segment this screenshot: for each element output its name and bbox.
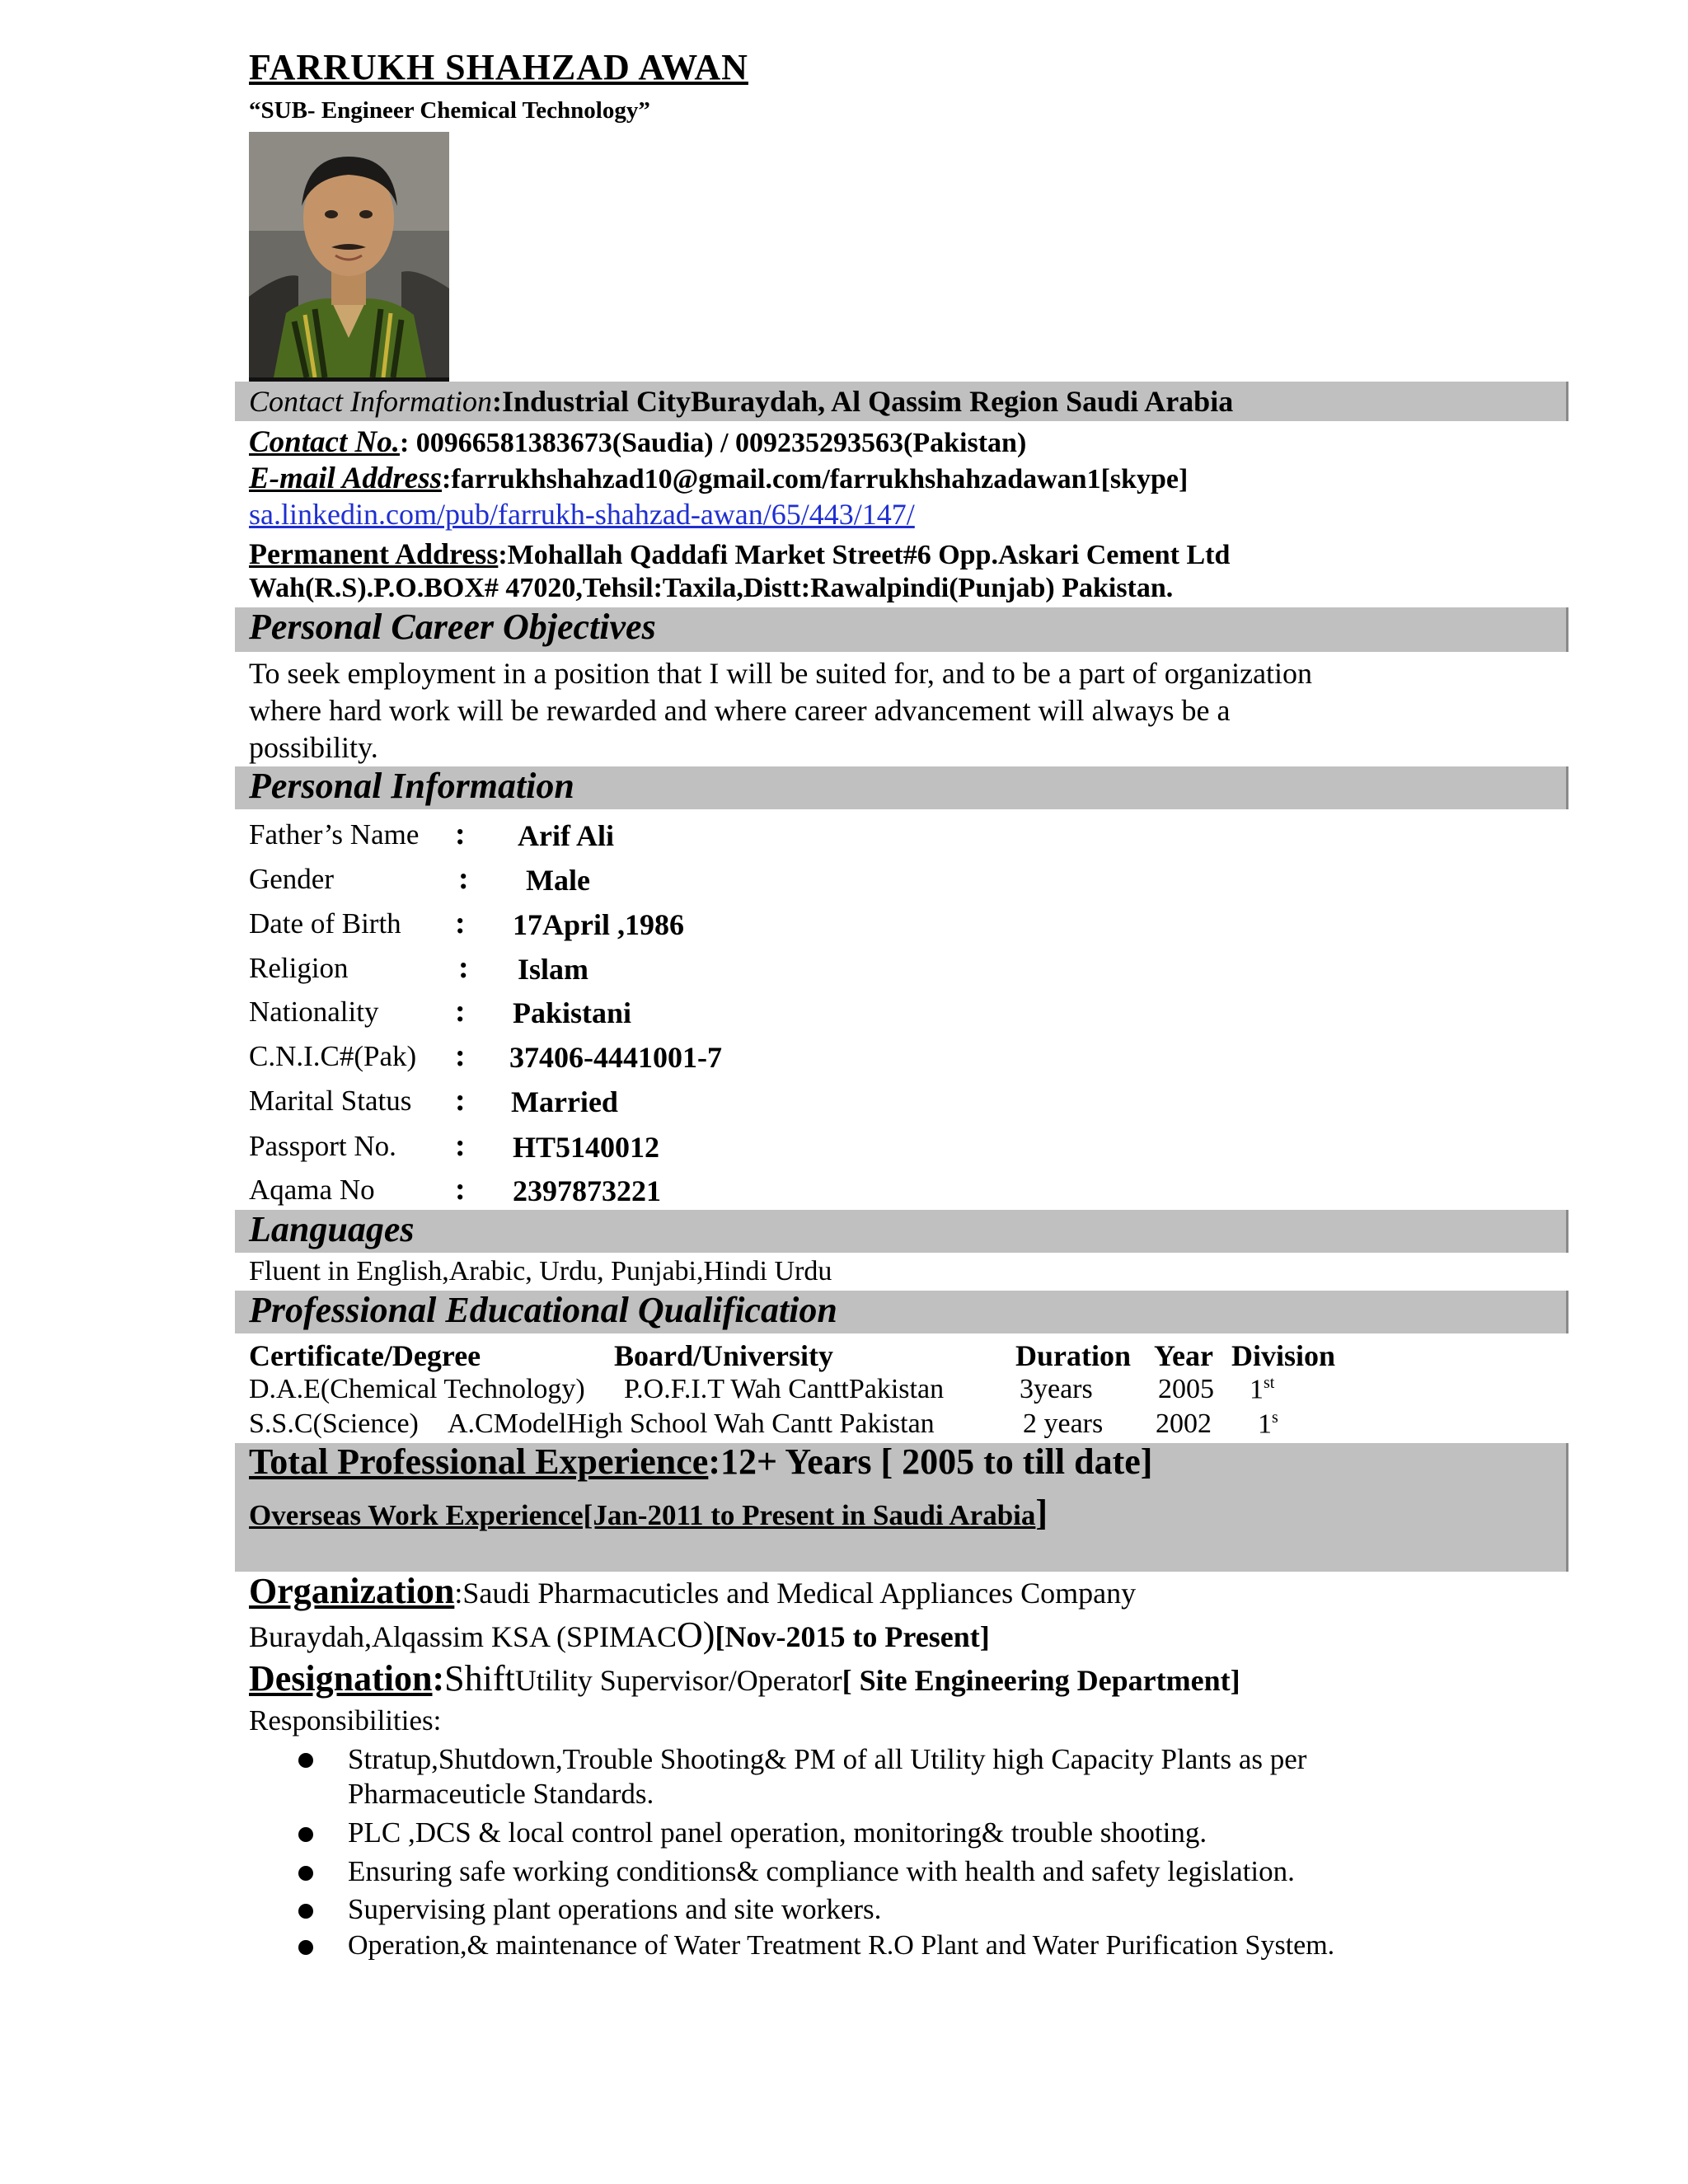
header-division: Division bbox=[1231, 1339, 1336, 1372]
candidate-title: “SUB- Engineer Chemical Technology” bbox=[249, 97, 650, 124]
certificate-cell: S.S.C(Science) bbox=[249, 1408, 419, 1439]
bullet-icon bbox=[298, 1753, 313, 1768]
contact-info-label: Contact Information bbox=[249, 385, 492, 418]
responsibility-text: Stratup,Shutdown,Trouble Shooting& PM of all Utility high Capacity Plants as per Pharmaceuticle Standards. bbox=[348, 1743, 1307, 1810]
personal-label: Religion bbox=[249, 952, 349, 984]
organization-abbrev-end: O) bbox=[677, 1615, 715, 1655]
bullet-icon bbox=[298, 1866, 313, 1881]
personal-value: Islam bbox=[518, 953, 589, 986]
personal-label: Nationality bbox=[249, 996, 379, 1028]
board-cell: P.O.F.I.T Wah CanttPakistan bbox=[624, 1374, 945, 1404]
personal-colon: : bbox=[458, 950, 469, 985]
objective-line-1: To seek employment in a position that I will be suited for, and to be a part of organization bbox=[249, 657, 1313, 690]
designation-department: [ Site Engineering Department] bbox=[842, 1664, 1240, 1697]
bullet-icon bbox=[298, 1940, 313, 1955]
division-suffix: st bbox=[1264, 1374, 1275, 1392]
organization-location bbox=[249, 1614, 990, 1656]
overseas-bracket: ] bbox=[1035, 1493, 1048, 1533]
organization-line bbox=[249, 1570, 1136, 1612]
header-certificate: Certificate/Degree bbox=[249, 1339, 481, 1372]
personal-colon: : bbox=[455, 1172, 466, 1207]
division-suffix: s bbox=[1272, 1408, 1278, 1427]
address-label: Permanent Address bbox=[249, 537, 499, 570]
objectives-heading: Personal Career Objectives bbox=[249, 607, 656, 647]
designation-line bbox=[249, 1657, 1240, 1699]
bullet-icon bbox=[298, 1827, 313, 1842]
profile-photo bbox=[249, 132, 449, 382]
division-cell bbox=[1250, 1374, 1274, 1405]
personal-label: C.N.I.C#(Pak) bbox=[249, 1040, 417, 1072]
email-value: :farrukhshahzad10@gmail.com/farrukhshahzadawan1[skype] bbox=[442, 464, 1189, 494]
personal-label: Aqama No bbox=[249, 1174, 375, 1206]
personal-value: HT5140012 bbox=[513, 1131, 660, 1164]
personal-value: Married bbox=[511, 1085, 618, 1118]
contact-number bbox=[249, 424, 1026, 460]
duration-cell: 2 years bbox=[1023, 1408, 1104, 1439]
year-cell: 2002 bbox=[1156, 1408, 1212, 1439]
languages-section-bar bbox=[235, 1210, 1568, 1253]
email-label: E-mail Address bbox=[249, 462, 443, 495]
organization-name: :Saudi Pharmacuticles and Medical Appliances Company bbox=[454, 1577, 1137, 1610]
division-value: 1 bbox=[1258, 1408, 1272, 1440]
personal-value: Pakistani bbox=[513, 996, 632, 1029]
email-address bbox=[249, 461, 1188, 496]
duration-cell: 3years bbox=[1020, 1374, 1093, 1404]
personal-value: 2397873221 bbox=[513, 1174, 661, 1207]
certificate-cell: D.A.E(Chemical Technology) bbox=[249, 1374, 585, 1404]
personal-colon: : bbox=[455, 1038, 466, 1073]
address-line-1: :Mohallah Qaddafi Market Street#6 Opp.Askari Cement Ltd bbox=[498, 540, 1231, 570]
personal-value: Male bbox=[526, 864, 590, 897]
designation-colon: : bbox=[432, 1658, 445, 1699]
permanent-address bbox=[249, 537, 1230, 571]
responsibility-text: Supervising plant operations and site workers. bbox=[348, 1893, 882, 1925]
contact-info-value: :Industrial CityBuraydah, Al Qassim Region Saudi Arabia bbox=[492, 385, 1234, 418]
personal-value: 37406-4441001-7 bbox=[509, 1041, 722, 1074]
objective-line-3: possibility. bbox=[249, 731, 378, 764]
objective-line-2: where hard work will be rewarded and where career advancement will always be a bbox=[249, 694, 1231, 727]
header-duration: Duration bbox=[1015, 1339, 1132, 1372]
year-cell: 2005 bbox=[1158, 1374, 1214, 1404]
personal-label: Marital Status bbox=[249, 1085, 412, 1117]
responsibility-text: Operation,& maintenance of Water Treatment R.O Plant and Water Purification System. bbox=[348, 1930, 1335, 1961]
header-board: Board/University bbox=[614, 1339, 833, 1372]
total-experience-label: Total Professional Experience bbox=[249, 1441, 709, 1482]
total-experience-value: :12+ Years [ 2005 to till date] bbox=[708, 1441, 1153, 1482]
responsibilities-heading: Responsibilities: bbox=[249, 1704, 442, 1736]
candidate-name: FARRUKH SHAHZAD AWAN bbox=[249, 47, 748, 87]
designation-label: Designation bbox=[249, 1658, 433, 1699]
personal-value: Arif Ali bbox=[518, 819, 614, 852]
languages-text: Fluent in English,Arabic, Urdu, Punjabi,Hindi Urdu bbox=[249, 1256, 832, 1286]
address-line-2: Wah(R.S).P.O.BOX# 47020,Tehsil:Taxila,Distt:Rawalpindi(Punjab) Pakistan. bbox=[249, 573, 1174, 603]
languages-heading: Languages bbox=[249, 1209, 415, 1249]
overseas-experience bbox=[249, 1492, 1048, 1534]
organization-label: Organization bbox=[249, 1571, 455, 1611]
personal-label: Passport No. bbox=[249, 1130, 396, 1162]
organization-city: Buraydah,Alqassim KSA (SPIMAC bbox=[249, 1620, 678, 1653]
personal-heading: Personal Information bbox=[249, 766, 574, 806]
personal-colon: : bbox=[455, 817, 466, 851]
designation-value: Utility Supervisor/Operator bbox=[514, 1664, 842, 1697]
contact-information bbox=[249, 384, 1233, 419]
header-year: Year bbox=[1154, 1339, 1213, 1372]
personal-label: Gender bbox=[249, 863, 335, 895]
personal-value: 17April ,1986 bbox=[513, 908, 685, 941]
overseas-experience-text: Overseas Work Experience[Jan-2011 to Present in Saudi Arabia bbox=[249, 1499, 1036, 1531]
contact-number-value: : 00966581383673(Saudia) / 009235293563(Pakistan) bbox=[399, 428, 1027, 458]
personal-label: Date of Birth bbox=[249, 907, 401, 940]
personal-colon: : bbox=[455, 994, 466, 1029]
division-cell bbox=[1258, 1408, 1278, 1440]
personal-colon: : bbox=[455, 906, 466, 940]
personal-label: Father’s Name bbox=[249, 818, 420, 851]
board-cell: A.CModelHigh School Wah Cantt Pakistan bbox=[448, 1408, 935, 1439]
responsibility-text: PLC ,DCS & local control panel operation, monitoring& trouble shooting. bbox=[348, 1816, 1207, 1849]
responsibility-text: Ensuring safe working conditions& compliance with health and safety legislation. bbox=[348, 1855, 1295, 1887]
linkedin-link[interactable]: sa.linkedin.com/pub/farrukh-shahzad-awan/65/443/147/ bbox=[249, 498, 915, 531]
designation-shift: Shift bbox=[444, 1658, 515, 1699]
education-heading: Professional Educational Qualification bbox=[249, 1290, 837, 1330]
personal-colon: : bbox=[455, 1128, 466, 1163]
division-value: 1 bbox=[1250, 1374, 1264, 1405]
personal-colon: : bbox=[455, 1083, 466, 1118]
organization-period: [Nov-2015 to Present] bbox=[715, 1620, 990, 1653]
personal-colon: : bbox=[458, 861, 469, 896]
total-experience bbox=[249, 1441, 1152, 1483]
bullet-icon bbox=[298, 1904, 313, 1919]
contact-number-label: Contact No. bbox=[249, 425, 400, 459]
